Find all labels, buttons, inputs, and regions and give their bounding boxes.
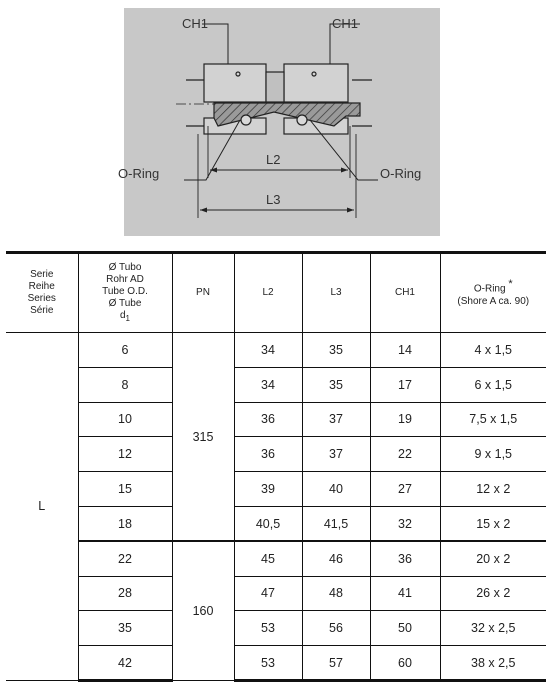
l2-cell: 36 xyxy=(234,437,302,472)
l2-cell: 53 xyxy=(234,646,302,681)
ch1-cell: 50 xyxy=(370,611,440,646)
fitting-drawing-svg xyxy=(118,8,440,236)
oring-footnote-mark: * xyxy=(508,278,513,291)
ch1-header: CH1 xyxy=(370,253,440,333)
table-row xyxy=(6,333,546,368)
left-nut xyxy=(204,64,266,102)
oring-cell: 4 x 1,5 xyxy=(440,333,546,368)
pn-header: PN xyxy=(172,253,234,333)
oring-cell: 12 x 2 xyxy=(440,472,546,507)
tube-symbol-letter: d xyxy=(119,309,126,321)
tube-od-cell: 42 xyxy=(78,646,172,681)
l3-cell: 35 xyxy=(302,367,370,402)
ch1-left-label: CH1 xyxy=(182,16,209,31)
series-header-fr: Série xyxy=(30,305,54,316)
series-header-de: Reihe xyxy=(28,281,55,292)
series-header-en: Series xyxy=(27,293,56,304)
ch1-cell: 36 xyxy=(370,541,440,576)
l2-cell: 53 xyxy=(234,611,302,646)
l3-header: L3 xyxy=(302,253,370,333)
series-header xyxy=(6,253,78,333)
table-row xyxy=(6,367,546,402)
tube-od-cell: 6 xyxy=(78,333,172,368)
tube-symbol xyxy=(79,310,172,325)
tube-header-de: Rohr AD xyxy=(106,273,144,285)
tube-od-cell: 15 xyxy=(78,472,172,507)
ch1-cell: 22 xyxy=(370,437,440,472)
l2-header: L2 xyxy=(234,253,302,333)
oring-header xyxy=(440,253,546,333)
l2-cell: 40,5 xyxy=(234,506,302,541)
right-oring-shape xyxy=(297,115,307,125)
l3-cell: 48 xyxy=(302,576,370,611)
table-row xyxy=(6,646,546,681)
ch1-cell: 27 xyxy=(370,472,440,507)
tube-header-it: Ø Tubo xyxy=(108,261,142,273)
table-row xyxy=(6,576,546,611)
tube-od-cell: 10 xyxy=(78,402,172,437)
tube-header xyxy=(78,253,172,333)
l3-cell: 35 xyxy=(302,333,370,368)
oring-left-label: O-Ring xyxy=(118,166,160,181)
table-header-row xyxy=(6,253,546,333)
l3-cell: 37 xyxy=(302,437,370,472)
pn-group-cell: 160 xyxy=(172,541,234,680)
ch1-cell: 41 xyxy=(370,576,440,611)
series-header-it: Serie xyxy=(30,269,54,280)
ch1-cell: 32 xyxy=(370,506,440,541)
oring-header-title xyxy=(441,278,546,295)
tube-header-en: Tube O.D. xyxy=(102,285,148,297)
series-value-cell: L xyxy=(6,333,78,681)
center-body xyxy=(266,72,284,102)
ch1-cell: 14 xyxy=(370,333,440,368)
oring-cell: 38 x 2,5 xyxy=(440,646,546,681)
table-row xyxy=(6,541,546,576)
oring-right-label: O-Ring xyxy=(380,166,422,181)
tube-od-cell: 35 xyxy=(78,611,172,646)
oring-shore-note: (Shore A ca. 90) xyxy=(457,295,530,307)
table-row xyxy=(6,437,546,472)
tube-od-cell: 22 xyxy=(78,541,172,576)
l2-cell: 34 xyxy=(234,333,302,368)
table-row xyxy=(6,506,546,541)
tube-od-cell: 18 xyxy=(78,506,172,541)
pn-group-cell: 315 xyxy=(172,333,234,542)
l3-cell: 37 xyxy=(302,402,370,437)
l2-cell: 34 xyxy=(234,367,302,402)
l3-cell: 41,5 xyxy=(302,506,370,541)
l3-cell: 46 xyxy=(302,541,370,576)
ch1-right-label: CH1 xyxy=(332,16,359,31)
l3-cell: 57 xyxy=(302,646,370,681)
oring-cell: 20 x 2 xyxy=(440,541,546,576)
left-tube-outline xyxy=(186,80,204,126)
l3-label: L3 xyxy=(266,192,281,207)
ch1-cell: 19 xyxy=(370,402,440,437)
right-nut xyxy=(284,64,348,102)
oring-cell: 6 x 1,5 xyxy=(440,367,546,402)
l2-label: L2 xyxy=(266,152,281,167)
table-row xyxy=(6,472,546,507)
l2-cell: 45 xyxy=(234,541,302,576)
fitting-drawing xyxy=(118,8,440,236)
table-row xyxy=(6,611,546,646)
l2-cell: 47 xyxy=(234,576,302,611)
table-row xyxy=(6,402,546,437)
tube-od-cell: 28 xyxy=(78,576,172,611)
tube-od-cell: 8 xyxy=(78,367,172,402)
left-oring-shape xyxy=(241,115,251,125)
oring-cell: 26 x 2 xyxy=(440,576,546,611)
l3-cell: 40 xyxy=(302,472,370,507)
l2-cell: 36 xyxy=(234,402,302,437)
tube-od-cell: 12 xyxy=(78,437,172,472)
oring-cell: 32 x 2,5 xyxy=(440,611,546,646)
oring-header-text: O-Ring xyxy=(473,283,506,295)
oring-cell: 15 x 2 xyxy=(440,506,546,541)
fitting-dimensions-table xyxy=(6,251,546,682)
oring-cell: 7,5 x 1,5 xyxy=(440,402,546,437)
ch1-cell: 17 xyxy=(370,367,440,402)
ch1-cell: 60 xyxy=(370,646,440,681)
l3-cell: 56 xyxy=(302,611,370,646)
tube-symbol-subscript: 1 xyxy=(125,313,130,323)
l2-cell: 39 xyxy=(234,472,302,507)
oring-cell: 9 x 1,5 xyxy=(440,437,546,472)
tube-header-fr: Ø Tube xyxy=(108,297,142,309)
